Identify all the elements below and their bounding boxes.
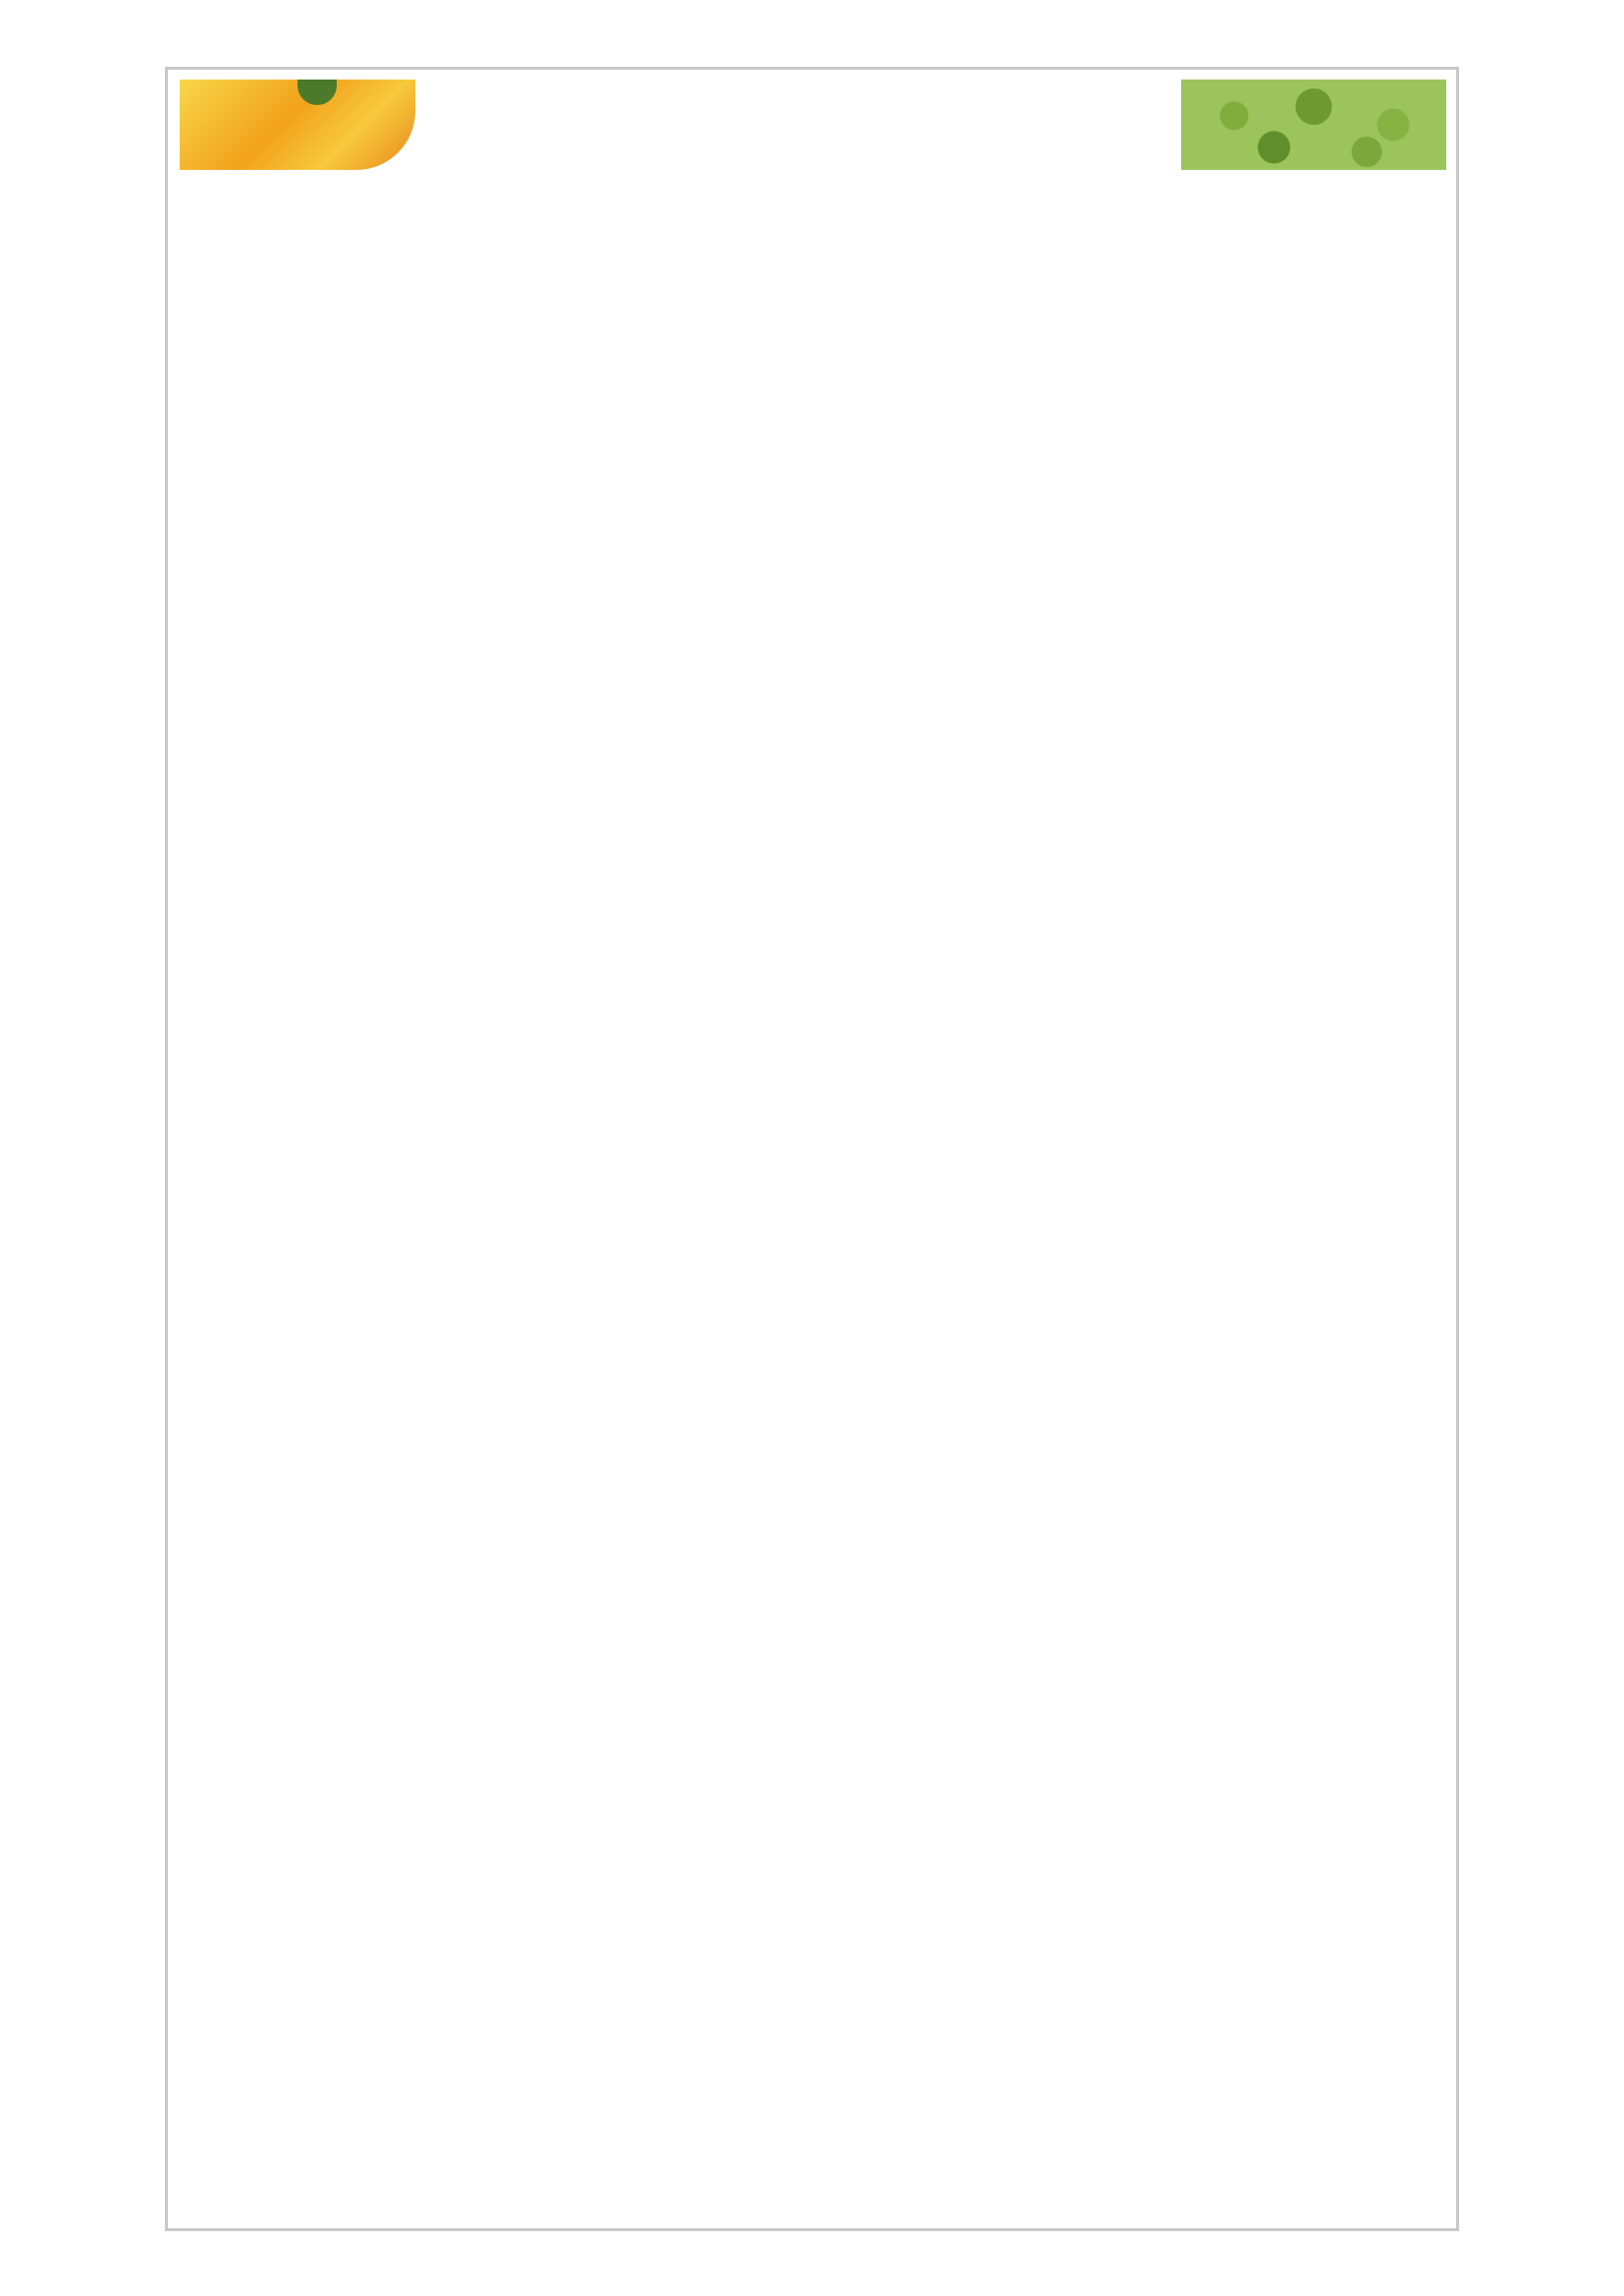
- pepper-image: [180, 80, 415, 170]
- menu-sheet: [165, 67, 1459, 2231]
- broccoli-image: [1181, 80, 1446, 170]
- header: [180, 80, 1446, 170]
